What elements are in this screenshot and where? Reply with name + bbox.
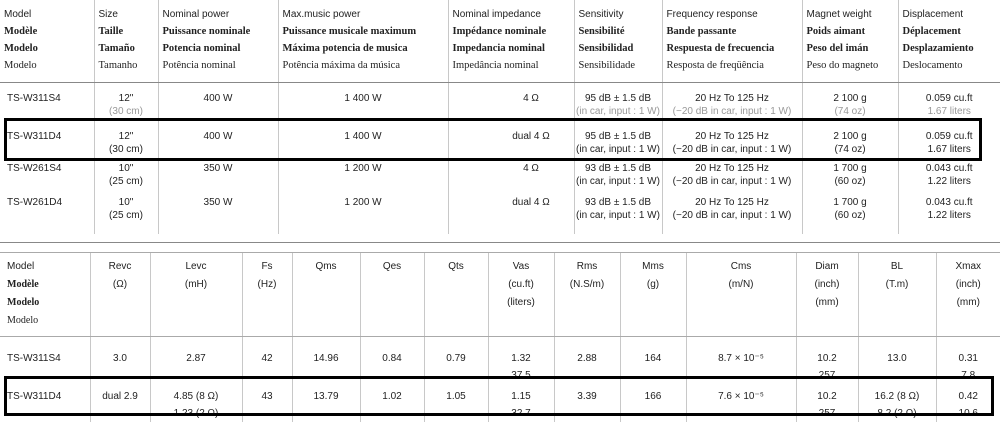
power-cell: 350 W <box>158 196 278 234</box>
max-power-cell: 1 400 W <box>278 124 448 162</box>
displacement-cell: 0.043 cu.ft 1.22 liters <box>925 197 973 221</box>
revc-cell: dual 2.9 <box>90 384 150 422</box>
top-table-bottom-border <box>0 242 1000 243</box>
hdr-model: Model Modèle Modelo Modelo <box>0 252 90 338</box>
hdr-model: Model Modèle Modelo Modelo <box>0 0 94 78</box>
frequency-cell: 20 Hz To 125 Hz (−20 dB in car, input : 1 W) <box>662 162 802 196</box>
qms-cell: 13.79 <box>292 384 360 422</box>
bottom-header-divider <box>0 336 1000 337</box>
displacement-cell: 0.059 cu.ft 1.67 liters <box>925 93 973 117</box>
diam-cell: 10.2 257 <box>796 338 858 384</box>
frequency-cell: 20 Hz To 125 Hz (−20 dB in car, input : 1 W) <box>662 92 802 124</box>
hdr-levc: Levc (mH) <box>150 252 242 338</box>
hdr-xmax: Xmax (inch) (mm) <box>955 261 982 308</box>
hdr-revc: Revc (Ω) <box>90 252 150 338</box>
magnet-cell: 2 100 g (74 oz) <box>802 124 898 162</box>
hdr-diam: Diam (inch) (mm) <box>796 252 858 338</box>
impedance-cell: dual 4 Ω <box>448 124 574 162</box>
magnet-cell: 2 100 g (74 oz) <box>802 92 898 124</box>
size-cell: 10" (25 cm) <box>94 196 158 234</box>
highlight-ts-w311d4-bottom <box>4 376 994 416</box>
hdr-magnet: Magnet weight Poids aimant Peso del imán Peso do magneto <box>802 0 898 78</box>
xmax-cell: 0.31 7.8 <box>958 353 978 381</box>
rms-cell: 2.88 <box>554 338 620 384</box>
magnet-cell: 1 700 g (60 oz) <box>802 162 898 196</box>
highlight-ts-w311d4-top <box>4 118 982 161</box>
vas-cell: 1.32 37.5 <box>488 338 554 384</box>
hdr-rms: Rms (N.S/m) <box>554 252 620 338</box>
hdr-fs: Fs (Hz) <box>242 252 292 338</box>
max-power-cell: 1 200 W <box>278 162 448 196</box>
qms-cell: 14.96 <box>292 338 360 384</box>
model-cell: TS-W311D4 <box>0 124 94 162</box>
hdr-qts: Qts <box>424 252 488 338</box>
max-power-cell: 1 400 W <box>278 92 448 124</box>
hdr-cms: Cms (m/N) <box>686 252 796 338</box>
hdr-power: Nominal power Puissance nominale Potencia nominal Potência nominal <box>158 0 278 78</box>
bottom-header-row <box>0 252 1000 338</box>
table-row <box>0 196 1000 234</box>
mms-cell: 164 <box>620 338 686 384</box>
cms-cell: 7.6 × 10⁻⁵ <box>686 384 796 422</box>
power-cell: 400 W <box>158 92 278 124</box>
fs-cell: 43 <box>242 384 292 422</box>
hdr-impedance: Nominal impedance Impédance nominale Impedancia nominal Impedância nominal <box>448 0 574 78</box>
power-cell: 400 W <box>158 124 278 162</box>
displacement-cell: 0.043 cu.ft 1.22 liters <box>925 163 973 187</box>
hdr-vas: Vas (cu.ft) (liters) <box>488 252 554 338</box>
rms-cell: 3.39 <box>554 384 620 422</box>
size-cell: 12" (30 cm) <box>94 92 158 124</box>
table-row <box>0 162 1000 196</box>
impedance-cell: 4 Ω <box>448 92 574 124</box>
hdr-bl: BL (T.m) <box>858 252 936 338</box>
impedance-cell: 4 Ω <box>448 162 574 196</box>
levc-cell: 2.87 <box>150 338 242 384</box>
sensitivity-cell: 93 dB ± 1.5 dB (in car, input : 1 W) <box>574 162 662 196</box>
impedance-cell: dual 4 Ω <box>448 196 574 234</box>
top-header-divider <box>0 82 1000 83</box>
hdr-displacement: Displacement Déplacement Desplazamiento Deslocamento <box>902 9 974 71</box>
hdr-max-power: Max.music power Puissance musicale maximum Máxima potencia de musica Potência máxima da música <box>278 0 448 78</box>
bottom-table-top-border <box>0 252 1000 253</box>
sensitivity-cell: 95 dB ± 1.5 dB (in car, input : 1 W) <box>574 124 662 162</box>
model-cell: TS-W311S4 <box>0 338 90 384</box>
size-cell: 12" (30 cm) <box>94 124 158 162</box>
model-cell: TS-W261D4 <box>0 196 94 234</box>
hdr-sensitivity: Sensitivity Sensibilité Sensibilidad Sensibilidade <box>574 0 662 78</box>
cms-cell: 8.7 × 10⁻⁵ <box>686 338 796 384</box>
hdr-qes: Qes <box>360 252 424 338</box>
qts-cell: 1.05 <box>424 384 488 422</box>
top-header-row <box>0 0 1000 78</box>
mms-cell: 166 <box>620 384 686 422</box>
fs-cell: 42 <box>242 338 292 384</box>
qes-cell: 0.84 <box>360 338 424 384</box>
qes-cell: 1.02 <box>360 384 424 422</box>
model-cell: TS-W311S4 <box>0 92 94 124</box>
magnet-cell: 1 700 g (60 oz) <box>802 196 898 234</box>
revc-cell: 3.0 <box>90 338 150 384</box>
levc-cell: 4.85 (8 Ω) 1.23 (2 Ω) <box>150 384 242 422</box>
xmax-cell: 0.42 10.6 <box>958 391 978 419</box>
max-power-cell: 1 200 W <box>278 196 448 234</box>
qts-cell: 0.79 <box>424 338 488 384</box>
bl-cell: 16.2 (8 Ω) 8.2 (2 Ω) <box>858 384 936 422</box>
frequency-cell: 20 Hz To 125 Hz (−20 dB in car, input : 1 W) <box>662 196 802 234</box>
hdr-mms: Mms (g) <box>620 252 686 338</box>
bl-cell: 13.0 <box>858 338 936 384</box>
model-cell: TS-W261S4 <box>0 162 94 196</box>
displacement-cell: 0.059 cu.ft 1.67 liters <box>925 131 973 155</box>
hdr-size: Size Taille Tamaño Tamanho <box>94 0 158 78</box>
power-cell: 350 W <box>158 162 278 196</box>
hdr-qms: Qms <box>292 252 360 338</box>
diam-cell: 10.2 257 <box>796 384 858 422</box>
frequency-cell: 20 Hz To 125 Hz (−20 dB in car, input : 1 W) <box>662 124 802 162</box>
sensitivity-cell: 95 dB ± 1.5 dB (in car, input : 1 W) <box>574 92 662 124</box>
size-cell: 10" (25 cm) <box>94 162 158 196</box>
vas-cell: 1.15 32.7 <box>488 384 554 422</box>
sensitivity-cell: 93 dB ± 1.5 dB (in car, input : 1 W) <box>574 196 662 234</box>
model-cell: TS-W311D4 <box>0 384 90 422</box>
hdr-frequency: Frequency response Bande passante Respuesta de frecuencia Resposta de freqüência <box>662 0 802 78</box>
